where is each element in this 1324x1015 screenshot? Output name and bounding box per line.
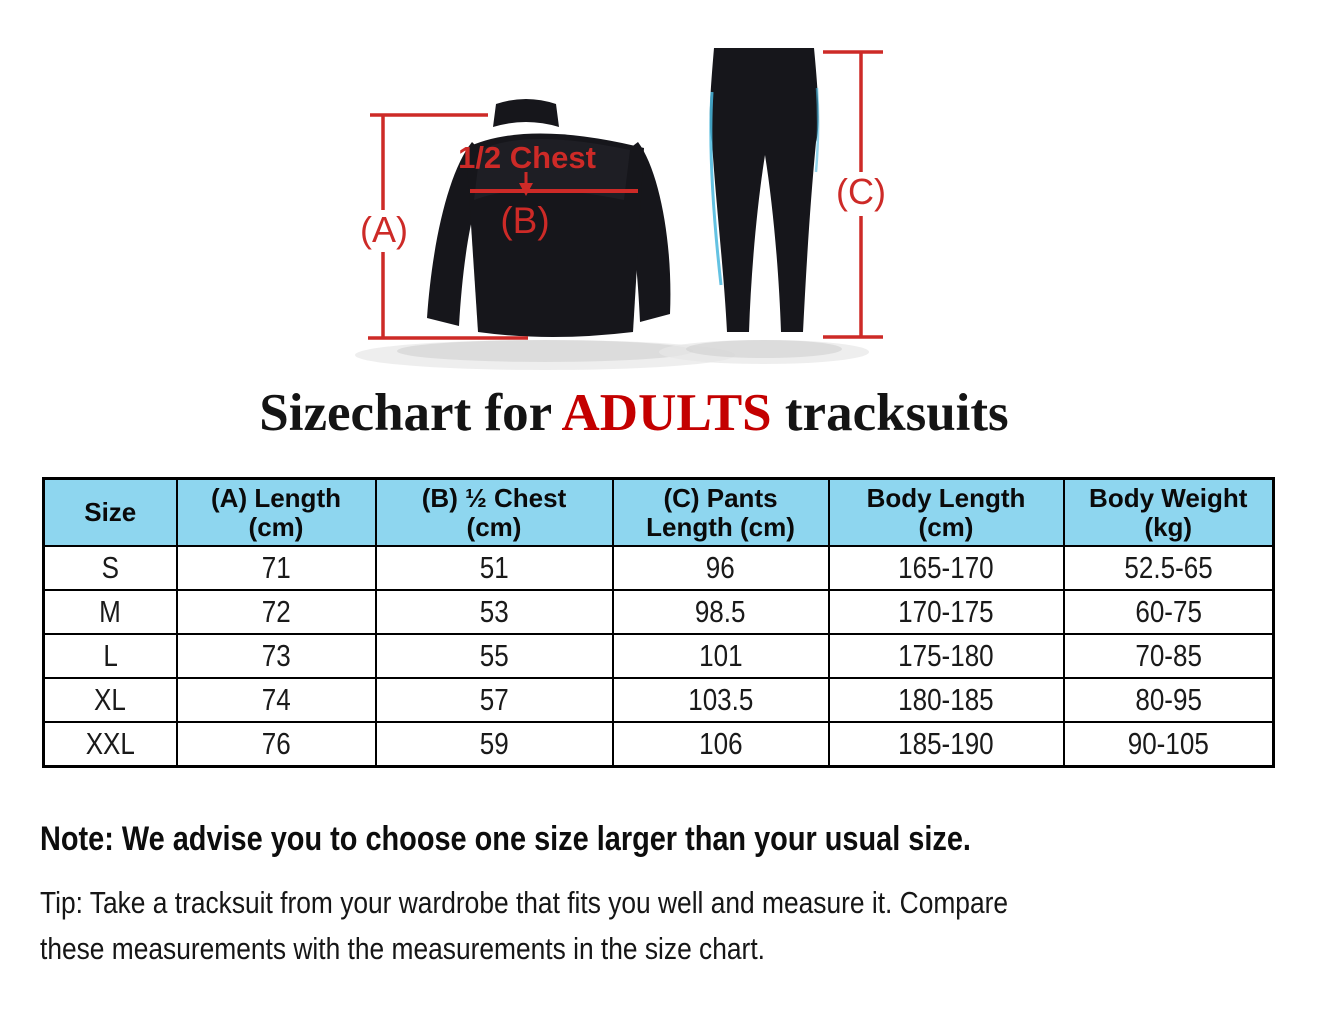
title-prefix: Sizechart for [259, 384, 562, 442]
title-suffix: tracksuits [771, 384, 1009, 442]
cell-size [44, 678, 177, 722]
cell-value: 73 [261, 638, 291, 673]
cell-size [44, 634, 177, 678]
cell-body-weight [1064, 722, 1274, 767]
cell-value: 60-75 [1134, 594, 1202, 629]
cell-value: 72 [261, 594, 291, 629]
cell-value: 59 [479, 726, 509, 761]
pants-illustration [710, 48, 819, 332]
cell-half-chest [376, 634, 613, 678]
cell-value: 185-190 [898, 726, 994, 761]
cell-length [177, 678, 376, 722]
cell-value: 96 [706, 550, 735, 585]
cell-body-length [829, 590, 1064, 634]
header-row [44, 479, 1274, 547]
cell-value: 98.5 [695, 594, 746, 629]
dimension-c-label: (C) [836, 171, 886, 212]
size-table-header [44, 479, 1274, 547]
cell-pants-length [613, 722, 829, 767]
header-line2: Length (cm) [646, 511, 795, 542]
cell-value: 170-175 [898, 594, 994, 629]
table-row-m [44, 590, 1274, 634]
note-text [40, 820, 1135, 859]
cell-length [177, 634, 376, 678]
cell-value: 103.5 [687, 682, 754, 717]
table-row-l [44, 634, 1274, 678]
tip-line-2 [40, 926, 1179, 972]
cell-value: XL [94, 682, 127, 717]
cell-value: 52.5-65 [1124, 550, 1213, 585]
column-header-body-length [829, 479, 1064, 547]
cell-body-weight [1064, 634, 1274, 678]
size-table [42, 477, 1275, 768]
cell-value: 57 [479, 682, 509, 717]
column-header-length [177, 479, 376, 547]
cell-value: M [99, 594, 122, 629]
cell-size [44, 546, 177, 590]
header-line2: (cm) [248, 511, 304, 542]
cell-half-chest [376, 546, 613, 590]
cell-value: 165-170 [898, 550, 994, 585]
header-line1: Body Weight [1089, 482, 1248, 513]
cell-value: 180-185 [898, 682, 994, 717]
page-title [0, 381, 1268, 451]
cell-value: L [103, 638, 118, 673]
cell-value: 55 [479, 638, 509, 673]
half-chest-label: 1/2 Chest [458, 140, 596, 175]
cell-value: S [101, 550, 119, 585]
cell-value: 76 [261, 726, 291, 761]
cell-half-chest [376, 678, 613, 722]
jacket-collar-icon [493, 99, 559, 127]
pants-shadow-inner [686, 340, 842, 358]
cell-body-length [829, 678, 1064, 722]
dimension-b-label: (B) [500, 200, 550, 241]
cell-size [44, 722, 177, 767]
cell-body-weight [1064, 546, 1274, 590]
cell-body-length [829, 722, 1064, 767]
table-row-xl [44, 678, 1274, 722]
header-line1: Size [84, 497, 137, 527]
header-line1: (B) ½ Chest [421, 482, 567, 513]
column-header-pants-length [613, 479, 829, 547]
cell-half-chest [376, 590, 613, 634]
cell-value: 101 [698, 638, 743, 673]
dimension-c [823, 52, 889, 337]
cell-value: 74 [261, 682, 291, 717]
title-highlight: ADULTS [561, 384, 772, 442]
cell-pants-length [613, 546, 829, 590]
cell-value: 90-105 [1127, 726, 1209, 761]
cell-half-chest [376, 722, 613, 767]
cell-body-weight [1064, 678, 1274, 722]
tip-line-1 [40, 880, 1179, 926]
column-header-half-chest [376, 479, 613, 547]
header-line1: (A) Length [211, 482, 341, 513]
cell-value: 70-85 [1134, 638, 1202, 673]
header-line1: Body Length [866, 482, 1026, 513]
cell-value: 51 [479, 550, 509, 585]
tip-text [40, 880, 1179, 972]
cell-pants-length [613, 634, 829, 678]
cell-value: 106 [698, 726, 743, 761]
cell-pants-length [613, 678, 829, 722]
dimension-a-label: (A) [360, 209, 408, 250]
jacket-shadow-inner [397, 340, 693, 362]
cell-pants-length [613, 590, 829, 634]
note-line: Note: We advise you to choose one size larger than your usual size. [40, 820, 971, 858]
cell-value: 80-95 [1134, 682, 1202, 717]
header-line1: (C) Pants [663, 482, 778, 513]
cell-value: 53 [479, 594, 509, 629]
cell-length [177, 590, 376, 634]
tip-line-2-text: these measurements with the measurements in the size chart. [40, 931, 765, 966]
cell-value: 175-180 [898, 638, 994, 673]
cell-length [177, 722, 376, 767]
cell-length [177, 546, 376, 590]
column-header-body-weight [1064, 479, 1274, 547]
cell-value: XXL [85, 726, 135, 761]
cell-value: 71 [261, 550, 291, 585]
pants-icon [710, 48, 819, 332]
cell-body-weight [1064, 590, 1274, 634]
header-line2: (cm) [466, 511, 522, 542]
column-header-size [44, 479, 177, 547]
tip-line-1-text: Tip: Take a tracksuit from your wardrobe that fits you well and measure it. Compare [40, 885, 1009, 920]
tracksuit-measurement-diagram [0, 0, 1324, 380]
cell-body-length [829, 546, 1064, 590]
header-line2: (kg) [1144, 511, 1193, 542]
table-row-xxl [44, 722, 1274, 767]
size-table-body [44, 546, 1274, 767]
header-line2: (cm) [918, 511, 974, 542]
cell-size [44, 590, 177, 634]
cell-body-length [829, 634, 1064, 678]
table-row-s [44, 546, 1274, 590]
